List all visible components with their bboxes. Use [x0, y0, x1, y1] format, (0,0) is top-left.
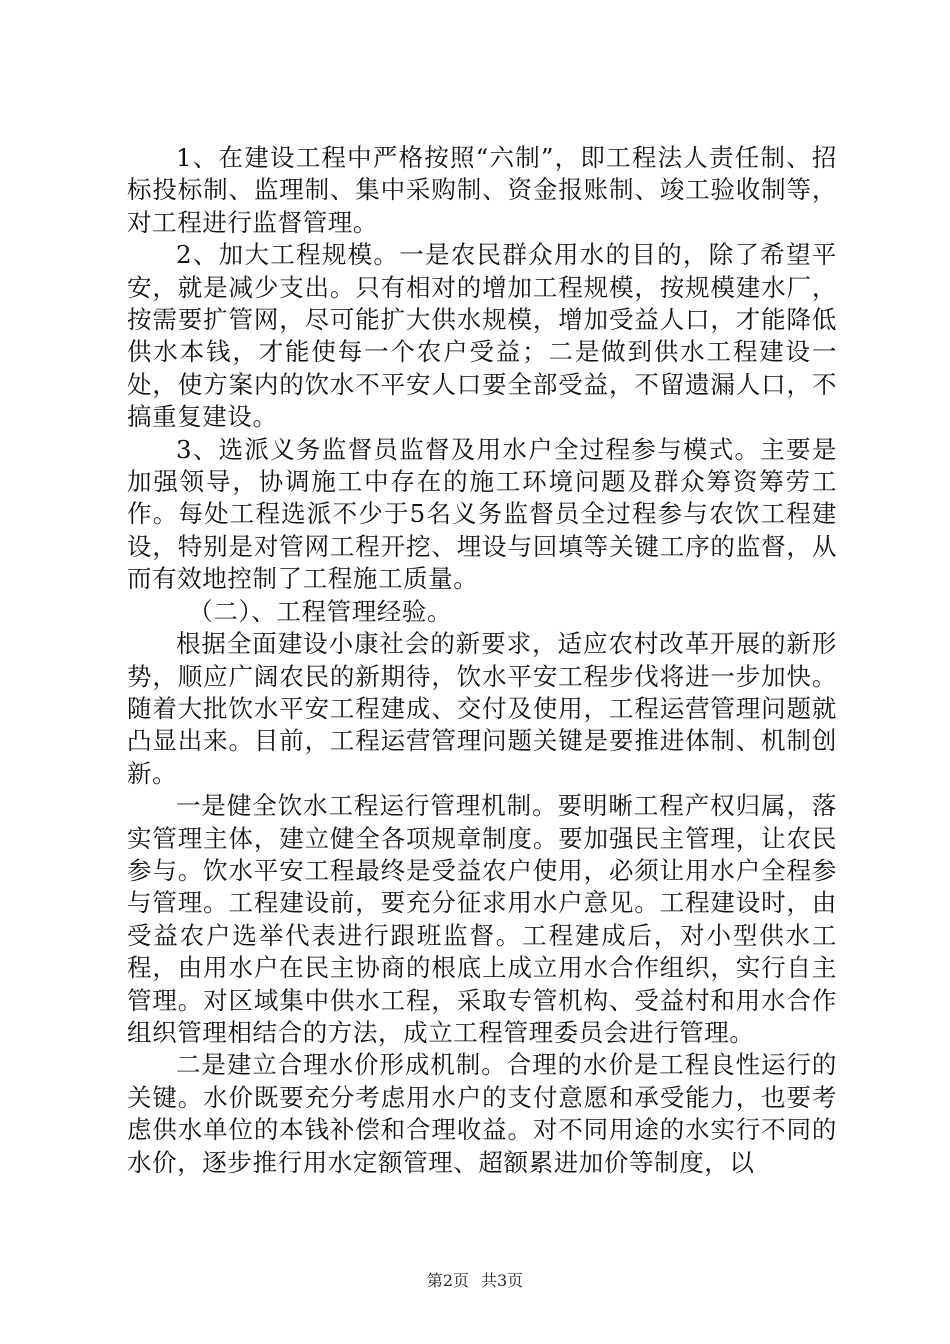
page-footer	[0, 1271, 950, 1291]
page-number: 第2页	[426, 1271, 469, 1290]
paragraph-intro: 根据全面建设小康社会的新要求，适应农村改革开展的新形势，顺应广阔农民的新期待，饮水平安工程步伐将进一步加快。随着大批饮水平安工程建成、交付及使用，工程运营管理问题就凸显出来。目前，工程运营管理问题关键是要推进体制、机制创新。	[127, 629, 837, 788]
paragraph-item-1: 1、在建设工程中严格按照“六制”，即工程法人责任制、招标投标制、监理制、集中采购制、资金报账制、竣工验收制等，对工程进行监督管理。	[127, 143, 837, 237]
paragraph-point-1: 一是健全饮水工程运行管理机制。要明晰工程产权归属，落实管理主体，建立健全各项规章制度。要加强民主管理，让农民参与。饮水平安工程最终是受益农户使用，必须让用水户全程参与管理。工程建设前，要充分征求用水户意见。工程建设时，由受益农户选举代表进行跟班监督。工程建成后，对小型供水工程，由用水户在民主协商的根底上成立用水合作组织，实行自主管理。对区域集中供水工程，采取专管机构、受益村和用水合作组织管理相结合的方法，成立工程管理委员会进行管理。	[127, 791, 837, 1047]
section-heading: （二）、工程管理经验。	[188, 596, 453, 626]
paragraph-item-2: 2、加大工程规模。一是农民群众用水的目的，除了希望平安，就是减少支出。只有相对的增加工程规模，按规模建水厂，按需要扩管网，尽可能扩大供水规模，增加受益人口，才能降低供水本钱，才能使每一个农户受益；二是做到供水工程建设一处，使方案内的饮水不平安人口要全部受益，不留遗漏人口，不搞重复建设。	[127, 240, 837, 432]
document-body	[127, 142, 837, 1179]
paragraph-item-3: 3、选派义务监督员监督及用水户全过程参与模式。主要是加强领导，协调施工中存在的施工环境问题及群众筹资筹劳工作。每处工程选派不少于5名义务监督员全过程参与农饮工程建设，特别是对管网工程开挖、埋设与回填等关键工序的监督，从而有效地控制了工程施工质量。	[127, 434, 837, 594]
page-total: 共3页	[481, 1271, 524, 1290]
paragraph-point-2: 二是建立合理水价形成机制。合理的水价是工程良性运行的关键。水价既要充分考虑用水户的支付意愿和承受能力，也要考虑供水单位的本钱补偿和合理收益。对不同用途的水实行不同的水价，逐步推行用水定额管理、超额累进加价等制度，以	[127, 1050, 837, 1177]
